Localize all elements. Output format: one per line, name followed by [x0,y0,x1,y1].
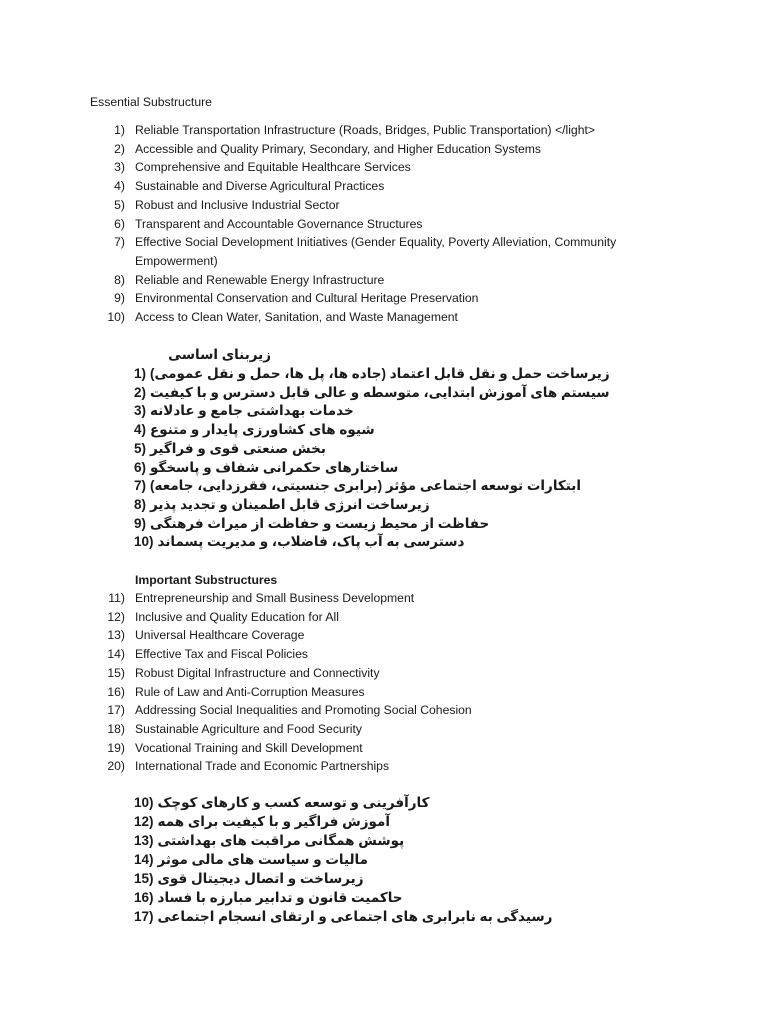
list-item [0,289,700,308]
item-text: Effective Tax and Fiscal Policies [135,647,308,662]
list-item [134,384,610,402]
list-item [134,533,464,551]
item-number: 1) [134,366,147,381]
item-text: Vocational Training and Skill Development [135,740,363,755]
list-item [134,832,404,850]
item-text: Access to Clean Water, Sanitation, and Waste Management [135,310,458,325]
list-item [134,794,429,812]
list-item [134,889,403,907]
item-text: Sustainable Agriculture and Food Security [135,721,362,736]
item-number: 17) [134,909,154,924]
item-text: Accessible and Quality Primary, Secondary, and Higher Education Systems [135,141,541,156]
item-number: 8) [114,272,125,287]
item-number: 7) [114,235,125,250]
item-text: حفاظت از محیط زیست و حفاظت از میراث فرهنگی [150,515,490,531]
item-number: 5) [114,197,125,212]
list-item [0,589,700,608]
item-number: 9) [134,515,147,531]
list-item [0,196,700,215]
item-number: 16) [134,890,154,905]
item-text: خدمات بهداشتی جامع و عادلانه [150,403,354,419]
item-number: 17) [107,703,125,718]
item-number: 2) [134,384,147,400]
item-number: 6) [134,459,147,475]
item-text: Inclusive and Quality Education for All [135,609,339,624]
item-number: 4) [134,422,147,438]
item-text: International Trade and Economic Partnerships [135,759,390,774]
list-item [0,739,700,758]
item-number: 12) [107,609,125,624]
list-item [134,908,552,926]
item-text: حاکمیت قانون و تدابیر مبارزه با فساد [157,890,403,905]
essential-heading: Essential Substructure [90,95,212,109]
list-item [134,440,326,458]
list-item [0,233,700,270]
essential-list [0,121,700,327]
item-number: 18) [107,721,125,736]
item-number: 14) [134,852,154,867]
item-text: Environmental Conservation and Cultural Heritage Preservation [135,291,479,306]
item-number: 16) [107,684,125,699]
item-text: Sustainable and Diverse Agricultural Practices [135,179,385,194]
item-text: Entrepreneurship and Small Business Development [135,591,415,605]
item-text: ساختارهای حکمرانی شفاف و پاسخگو [150,459,399,475]
item-number: 11) [108,591,125,605]
list-item [134,402,354,420]
item-text: دسترسی به آب پاک، فاضلاب، و مدیریت پسماند [157,534,465,550]
item-number: 15) [134,871,154,886]
item-text: پوشش همگانی مراقبت های بهداشتی [157,833,405,848]
item-number: 10) [107,310,125,325]
list-item [0,757,700,776]
list-item [0,608,700,627]
item-text: Robust and Inclusive Industrial Sector [135,197,340,212]
list-item [134,477,581,495]
item-text: Transparent and Accountable Governance Structures [135,216,423,231]
list-item [134,365,610,383]
list-item [0,271,700,290]
item-text: زیرساخت انرژی قابل اطمینان و تجدید پذیر [150,496,430,512]
item-number: 3) [134,403,147,419]
list-item [0,308,700,327]
item-text: Robust Digital Infrastructure and Connectivity [135,665,380,680]
item-text: آموزش فراگیر و با کیفیت برای همه [157,814,390,829]
item-number: 7) [134,478,147,494]
list-item [134,496,430,514]
item-text: رسیدگی به نابرابری های اجتماعی و ارتقای انسجام اجتماعی [157,909,553,924]
item-text: Universal Healthcare Coverage [135,628,305,643]
list-item [134,851,368,869]
important-list [0,589,700,776]
list-item [0,158,700,177]
item-number: 14) [107,647,125,662]
list-item [134,459,398,477]
list-item [0,177,700,196]
item-number: 1) [114,123,125,137]
list-item [0,645,700,664]
item-text: سیستم های آموزش ابتدایی، متوسطه و عالی قابل دسترس و با کیفیت [150,384,610,400]
list-item [0,140,700,159]
item-text: کارآفرینی و توسعه کسب و کارهای کوچک [157,795,430,810]
list-item [0,121,700,140]
item-text: مالیات و سیاست های مالی موثر [157,852,368,867]
item-text: Reliable and Renewable Energy Infrastructure [135,272,385,287]
item-text: Comprehensive and Equitable Healthcare Services [135,160,411,175]
item-number: 8) [134,496,147,512]
item-text: Effective Social Development Initiatives (Gender Equality, Poverty Alleviation, Community Empowerment) [135,235,617,268]
item-number: 15) [107,665,125,680]
item-number: 12) [134,814,154,829]
item-text: ابتکارات توسعه اجتماعی مؤثر (برابری جنسیتی، فقرزدایی، جامعه) [150,478,581,494]
item-text: شیوه های کشاورزی پایدار و متنوع [150,422,375,438]
item-number: 20) [107,759,125,774]
item-number: 9) [114,291,125,306]
list-item [134,515,489,533]
item-text: زیرساخت و اتصال دیجیتال قوی [157,871,364,886]
item-text: زیرساخت حمل و نقل قابل اعتماد (جاده ها، پل ها، حمل و نقل عمومی) [150,366,610,381]
list-item [134,421,375,439]
list-item [0,720,700,739]
list-item [0,215,700,234]
item-number: 3) [114,160,125,175]
item-number: 19) [107,740,125,755]
list-item [0,701,700,720]
item-number: 10) [134,795,154,810]
item-number: 10) [134,534,154,550]
list-item [134,870,364,888]
item-number: 13) [107,628,125,643]
item-text: Rule of Law and Anti-Corruption Measures [135,684,365,699]
item-number: 2) [114,141,125,156]
list-item [0,664,700,683]
essential-fa-heading: زیربنای اساسی [168,347,271,362]
item-text: Reliable Transportation Infrastructure (Roads, Bridges, Public Transportation) </light> [135,123,595,137]
important-heading: Important Substructures [135,573,278,587]
item-number: 6) [114,216,125,231]
list-item [0,683,700,702]
list-item [134,813,390,831]
item-number: 5) [134,440,147,456]
list-item [0,626,700,645]
item-number: 13) [134,833,154,848]
item-text: بخش صنعتی قوی و فراگیر [150,440,326,456]
item-number: 4) [114,179,125,194]
item-text: Addressing Social Inequalities and Promoting Social Cohesion [135,703,472,718]
